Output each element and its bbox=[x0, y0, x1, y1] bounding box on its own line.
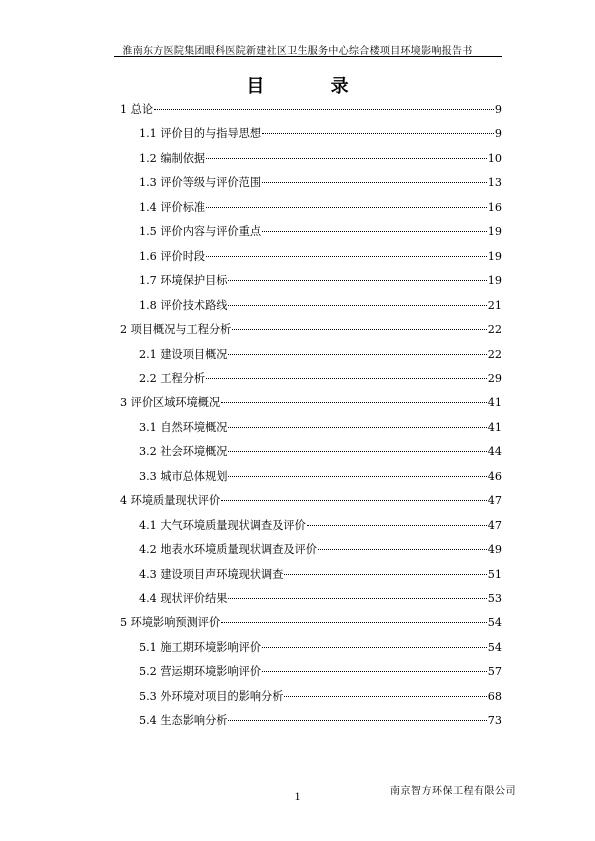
toc-entry-label: 3.2 社会环境概况 bbox=[139, 445, 228, 459]
toc-dot-leader bbox=[284, 696, 486, 697]
toc-entry-page: 21 bbox=[487, 298, 502, 312]
toc-chapter-entry[interactable] bbox=[120, 613, 502, 633]
toc-section-entry[interactable] bbox=[139, 149, 502, 169]
toc-dot-leader bbox=[262, 671, 487, 672]
toc-dot-leader bbox=[318, 549, 487, 550]
toc-entry-label: 4.2 地表水环境质量现状调查及评价 bbox=[139, 543, 317, 557]
toc-dot-leader bbox=[228, 720, 486, 721]
toc-entry-page: 9 bbox=[494, 103, 502, 116]
toc-dot-leader bbox=[206, 378, 487, 379]
toc-entry-label: 1.7 环境保护目标 bbox=[139, 274, 228, 288]
toc-dot-leader bbox=[262, 133, 494, 134]
toc-dot-leader bbox=[228, 427, 486, 428]
toc-dot-leader bbox=[284, 574, 486, 575]
toc-dot-leader bbox=[206, 207, 487, 208]
toc-entry-page: 51 bbox=[487, 567, 502, 581]
toc-entry-page: 22 bbox=[487, 347, 502, 361]
toc-entry-page: 57 bbox=[487, 665, 502, 679]
toc-dot-leader bbox=[228, 305, 486, 306]
toc-entry-label: 3.1 自然环境概况 bbox=[139, 420, 228, 434]
toc-dot-leader bbox=[262, 647, 487, 648]
toc-entry-label: 2.2 工程分析 bbox=[139, 371, 206, 385]
toc-entry-label: 1.2 编制依据 bbox=[139, 151, 206, 165]
toc-dot-leader bbox=[262, 182, 487, 183]
toc-entry-label: 4 环境质量现状评价 bbox=[120, 494, 221, 508]
toc-entry-page: 9 bbox=[494, 127, 502, 141]
toc-entry-page: 19 bbox=[487, 274, 502, 288]
toc-entry-label: 2.1 建设项目概况 bbox=[139, 347, 228, 361]
toc-section-entry[interactable] bbox=[139, 296, 502, 316]
toc-entry-page: 44 bbox=[487, 445, 502, 459]
toc-entry-page: 73 bbox=[487, 714, 502, 728]
header-divider bbox=[114, 56, 502, 57]
toc-entry-page: 41 bbox=[487, 420, 502, 434]
toc-chapter-entry[interactable] bbox=[120, 100, 502, 120]
toc-entry-label: 5.1 施工期环境影响评价 bbox=[139, 640, 262, 654]
toc-chapter-entry[interactable] bbox=[120, 491, 502, 511]
toc-section-entry[interactable] bbox=[139, 345, 502, 365]
toc-entry-label: 3.3 城市总体规划 bbox=[139, 469, 228, 483]
toc-section-entry[interactable] bbox=[139, 222, 502, 242]
toc-entry-page: 47 bbox=[487, 494, 502, 508]
toc-entry-label: 3 评价区域环境概况 bbox=[120, 396, 221, 410]
toc-dot-leader bbox=[154, 109, 494, 110]
toc-dot-leader bbox=[228, 280, 486, 281]
toc-dot-leader bbox=[221, 622, 487, 623]
toc-dot-leader bbox=[232, 329, 486, 330]
toc-entry-page: 22 bbox=[487, 323, 502, 337]
toc-entry-page: 54 bbox=[487, 640, 502, 654]
toc-entry-page: 53 bbox=[487, 592, 502, 605]
toc-section-entry[interactable] bbox=[139, 198, 502, 218]
toc-dot-leader bbox=[228, 354, 486, 355]
page-header-title: 淮南东方医院集团眼科医院新建社区卫生服务中心综合楼项目环境影响报告书 bbox=[122, 46, 473, 57]
toc-section-entry[interactable] bbox=[139, 271, 502, 291]
toc-entry-label: 1 总论 bbox=[120, 103, 154, 116]
toc-dot-leader bbox=[221, 500, 487, 501]
toc-section-entry[interactable] bbox=[139, 516, 502, 536]
toc-entry-label: 5.3 外环境对项目的影响分析 bbox=[139, 689, 284, 703]
toc-entry-page: 19 bbox=[487, 225, 502, 239]
toc-dot-leader bbox=[307, 525, 487, 526]
toc-entry-page: 54 bbox=[487, 616, 502, 630]
toc-entry-label: 5 环境影响预测评价 bbox=[120, 616, 221, 630]
toc-entry-page: 10 bbox=[487, 151, 502, 165]
toc-entry-label: 5.2 营运期环境影响评价 bbox=[139, 665, 262, 679]
toc-entry-page: 49 bbox=[487, 543, 502, 557]
toc-section-entry[interactable] bbox=[139, 418, 502, 438]
toc-section-entry[interactable] bbox=[139, 173, 502, 193]
toc-entry-page: 16 bbox=[487, 200, 502, 214]
toc-section-entry[interactable] bbox=[139, 247, 502, 267]
toc-section-entry[interactable] bbox=[139, 662, 502, 682]
toc-dot-leader bbox=[221, 402, 487, 403]
toc-entry-label: 1.3 评价等级与评价范围 bbox=[139, 176, 262, 190]
toc-dot-leader bbox=[262, 231, 487, 232]
toc-entry-label: 4.4 现状评价结果 bbox=[139, 592, 228, 605]
toc-entry-page: 47 bbox=[487, 518, 502, 532]
toc-title: 目 录 bbox=[246, 76, 379, 97]
toc-entry-page: 29 bbox=[487, 371, 502, 385]
toc-section-entry[interactable] bbox=[139, 589, 502, 609]
toc-entry-label: 5.4 生态影响分析 bbox=[139, 714, 228, 728]
toc-entry-label: 1.6 评价时段 bbox=[139, 249, 206, 263]
toc-entry-page: 41 bbox=[487, 396, 502, 410]
page-number: 1 bbox=[294, 789, 301, 803]
toc-dot-leader bbox=[228, 451, 486, 452]
toc-entry-label: 1.5 评价内容与评价重点 bbox=[139, 225, 262, 239]
toc-section-entry[interactable] bbox=[139, 711, 502, 731]
toc-entry-label: 1.1 评价目的与指导思想 bbox=[139, 127, 262, 141]
toc-section-entry[interactable] bbox=[139, 687, 502, 707]
toc-entry-label: 1.8 评价技术路线 bbox=[139, 298, 228, 312]
toc-dot-leader bbox=[206, 158, 487, 159]
toc-entry-label: 4.3 建设项目声环境现状调查 bbox=[139, 567, 284, 581]
footer-company: 南京智方环保工程有限公司 bbox=[390, 786, 516, 797]
toc-section-entry[interactable] bbox=[139, 442, 502, 462]
toc-entry-page: 46 bbox=[487, 469, 502, 483]
toc-section-entry[interactable] bbox=[139, 124, 502, 144]
toc-dot-leader bbox=[206, 256, 487, 257]
toc-entry-page: 13 bbox=[487, 176, 502, 190]
toc-entry-page: 68 bbox=[487, 689, 502, 703]
toc-entry-label: 4.1 大气环境质量现状调查及评价 bbox=[139, 518, 306, 532]
toc-chapter-entry[interactable] bbox=[120, 393, 502, 413]
toc-section-entry[interactable] bbox=[139, 540, 502, 560]
toc-section-entry[interactable] bbox=[139, 467, 502, 487]
toc-entry-label: 2 项目概况与工程分析 bbox=[120, 323, 232, 337]
toc-chapter-entry[interactable] bbox=[120, 320, 502, 340]
toc-dot-leader bbox=[228, 476, 486, 477]
toc-entry-page: 19 bbox=[487, 249, 502, 263]
toc-section-entry[interactable] bbox=[139, 565, 502, 585]
toc-dot-leader bbox=[228, 598, 486, 599]
toc-section-entry[interactable] bbox=[139, 369, 502, 389]
toc-section-entry[interactable] bbox=[139, 638, 502, 658]
toc-entry-label: 1.4 评价标准 bbox=[139, 200, 206, 214]
